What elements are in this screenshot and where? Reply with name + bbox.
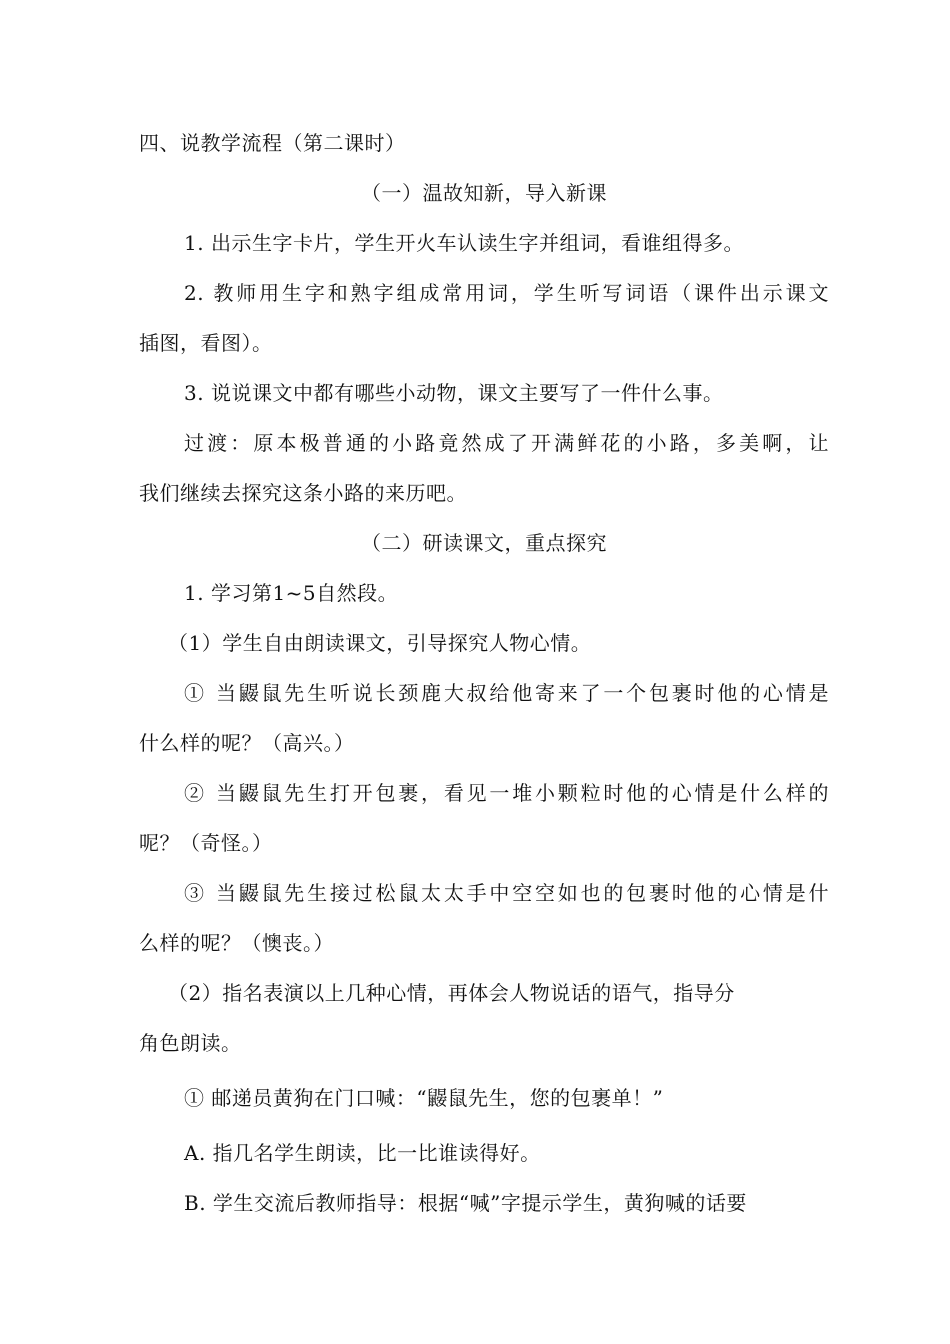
question-2-line-2: 呢？（奇怪。） (139, 831, 273, 855)
study-item-1: 1. 学习第1~5自然段。 (184, 581, 399, 605)
transition-line-2: 我们继续去探究这条小路的来历吧。 (139, 481, 467, 505)
sub-item-1: （1）学生自由朗读课文，引导探究人物心情。 (168, 631, 592, 655)
transition-line-1: 过渡：原本极普通的小路竟然成了开满鲜花的小路，多美啊，让 (184, 431, 829, 455)
reading-item-1: ① 邮递员黄狗在门口喊：“鼹鼠先生，您的包裹单！” (184, 1086, 664, 1110)
paragraph-2-line-2: 插图，看图）。 (139, 331, 273, 355)
question-1-line-2: 什么样的呢？（高兴。） (139, 731, 355, 755)
reading-step-b: B. 学生交流后教师指导：根据“喊”字提示学生，黄狗喊的话要 (184, 1191, 747, 1215)
question-3-line-2: 么样的呢？（懊丧。） (139, 931, 334, 955)
question-1-line-1: ① 当鼹鼠先生听说长颈鹿大叔给他寄来了一个包裹时他的心情是 (184, 681, 829, 705)
sub-item-2-line-1: （2）指名表演以上几种心情，再体会人物说话的语气，指导分 (168, 981, 735, 1005)
paragraph-1: 1. 出示生字卡片，学生开火车认读生字并组词，看谁组得多。 (184, 231, 744, 255)
sub-item-2-line-2: 角色朗读。 (139, 1031, 242, 1055)
reading-step-a: A. 指几名学生朗读，比一比谁读得好。 (184, 1141, 541, 1165)
paragraph-2-line-1: 2. 教师用生字和熟字组成常用词，学生听写词语（课件出示课文 (184, 281, 829, 305)
part2-title: （二）研读课文，重点探究 (361, 531, 607, 555)
part1-title: （一）温故知新，导入新课 (361, 181, 607, 205)
paragraph-3: 3. 说说课文中都有哪些小动物，课文主要写了一件什么事。 (184, 381, 724, 405)
section-heading: 四、说教学流程（第二课时） (139, 131, 406, 155)
question-3-line-1: ③ 当鼹鼠先生接过松鼠太太手中空空如也的包裹时他的心情是什 (184, 881, 829, 905)
question-2-line-1: ② 当鼹鼠先生打开包裹，看见一堆小颗粒时他的心情是什么样的 (184, 781, 829, 805)
